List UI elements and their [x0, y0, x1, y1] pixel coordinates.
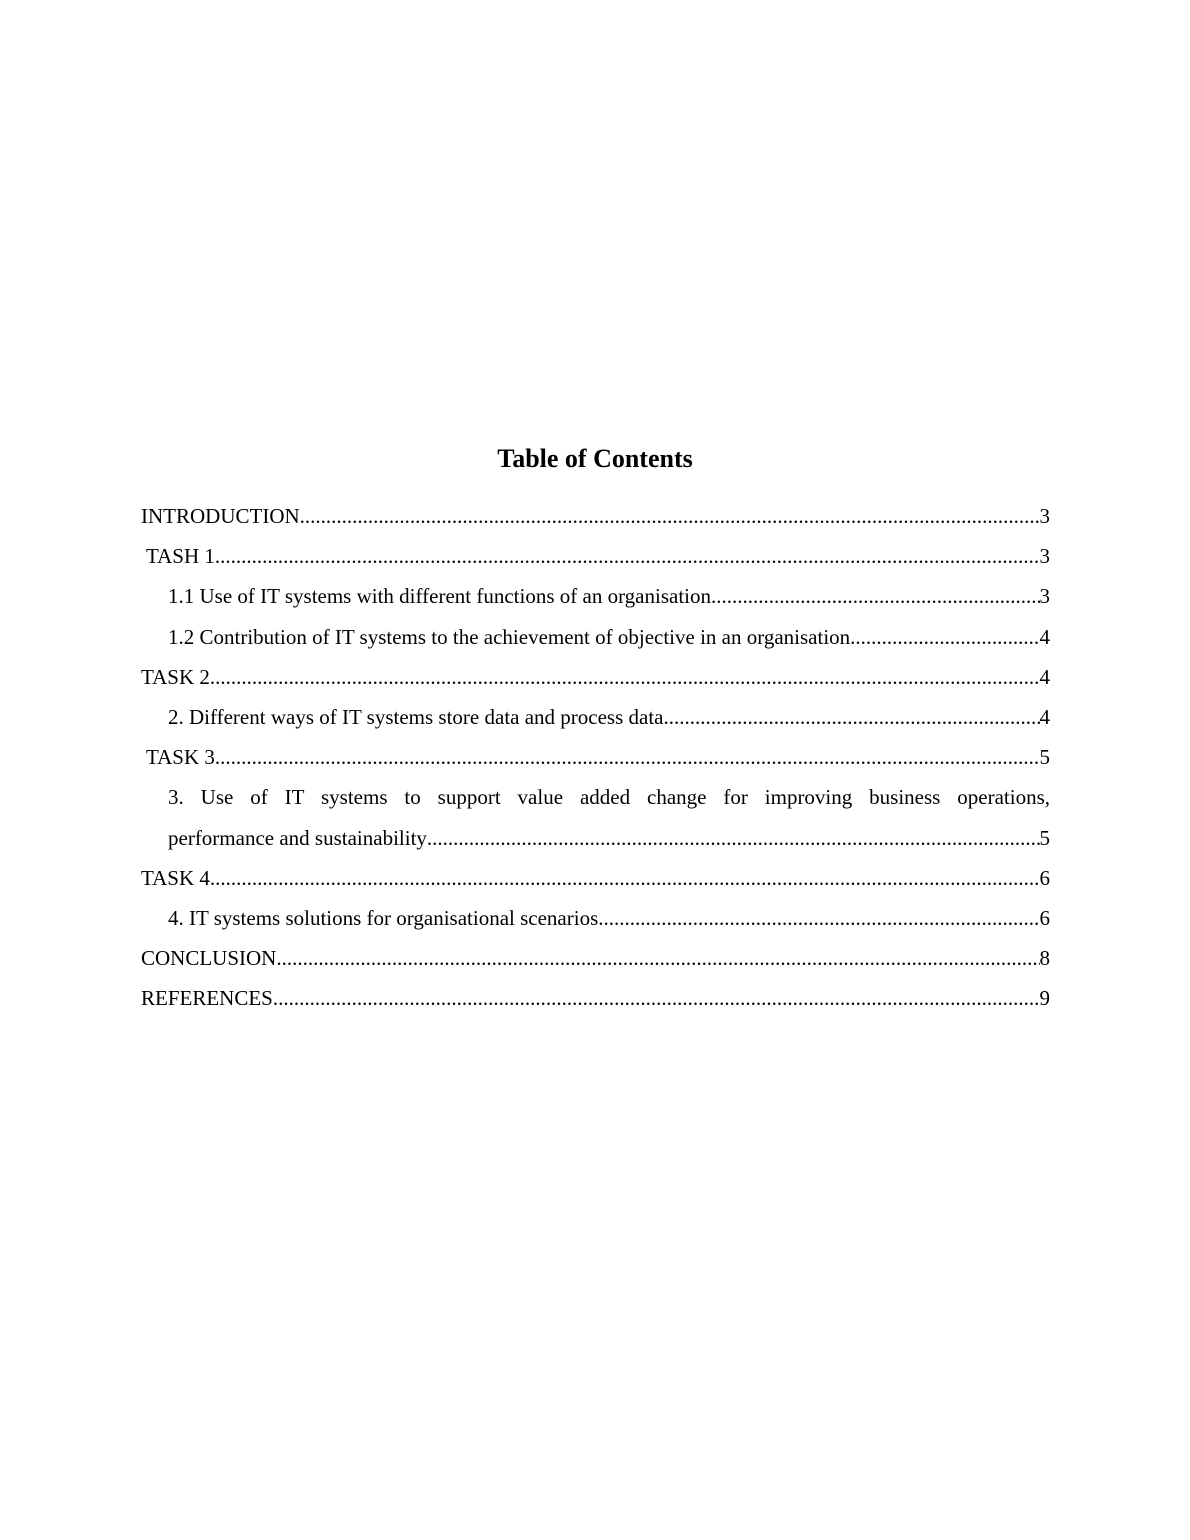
toc-leader-dots [300, 498, 1040, 534]
toc-leader-dots [598, 900, 1039, 936]
toc-entry-references[interactable] [141, 980, 1050, 1020]
toc-leader-dots [276, 940, 1039, 976]
toc-page-number: 4 [1039, 704, 1050, 729]
toc-entry-text: 2. Different ways of IT systems store data and process data [168, 704, 664, 729]
toc-page-number: 6 [1039, 905, 1050, 930]
toc-page-number: 4 [1039, 664, 1050, 689]
toc-leader-dots [215, 538, 1040, 574]
table-of-contents [141, 498, 1050, 1020]
toc-title: Table of Contents [497, 444, 693, 473]
toc-leader-dots [210, 659, 1040, 695]
toc-page-number: 6 [1039, 865, 1050, 890]
toc-entry-text: CONCLUSION [141, 946, 277, 971]
toc-entry-2[interactable] [141, 699, 1050, 739]
toc-entry-conclusion[interactable] [141, 940, 1050, 980]
toc-leader-dots [664, 699, 1040, 735]
toc-entry-1-1[interactable] [141, 578, 1050, 618]
toc-entry-line2 [168, 820, 1050, 860]
toc-leader-dots [210, 860, 1040, 896]
toc-page-number: 5 [1039, 745, 1050, 770]
toc-entry-text-line1: 3. Use of IT systems to support value added change for improving business operations, [168, 785, 1050, 810]
toc-page-number: 4 [1039, 624, 1050, 649]
toc-entry-text: TASK 3 [146, 745, 215, 770]
toc-entry-text-line2: performance and sustainability [168, 825, 427, 850]
toc-leader-dots [711, 578, 1040, 614]
toc-entry-text: 4. IT systems solutions for organisational scenarios [168, 905, 599, 930]
toc-leader-dots [215, 739, 1040, 775]
toc-entry-1-2[interactable] [141, 619, 1050, 659]
toc-entry-4[interactable] [141, 900, 1050, 940]
toc-page-number: 5 [1039, 825, 1050, 850]
toc-entry-text: REFERENCES [141, 986, 273, 1011]
toc-entry-3[interactable] [141, 779, 1050, 859]
toc-entry-text: 1.1 Use of IT systems with different functions of an organisation [168, 584, 711, 609]
toc-page-number: 9 [1039, 986, 1050, 1011]
toc-entry-text: 1.2 Contribution of IT systems to the achievement of objective in an organisation [168, 624, 851, 649]
toc-page-number: 3 [1039, 544, 1050, 569]
toc-page-number: 3 [1039, 584, 1050, 609]
toc-entry-task-3[interactable] [141, 739, 1050, 779]
toc-leader-dots [850, 619, 1039, 655]
toc-page-number: 8 [1039, 946, 1050, 971]
toc-leader-dots [427, 820, 1040, 856]
toc-entry-text: TASH 1 [146, 544, 215, 569]
toc-entry-introduction[interactable] [141, 498, 1050, 538]
toc-leader-dots [273, 980, 1040, 1016]
toc-entry-task-1[interactable] [141, 538, 1050, 578]
toc-entry-text: INTRODUCTION [141, 504, 300, 528]
toc-entry-text: TASK 4 [141, 865, 210, 890]
toc-entry-task-4[interactable] [141, 860, 1050, 900]
toc-entry-task-2[interactable] [141, 659, 1050, 699]
toc-entry-text: TASK 2 [141, 664, 210, 689]
toc-page-number: 3 [1039, 504, 1050, 528]
